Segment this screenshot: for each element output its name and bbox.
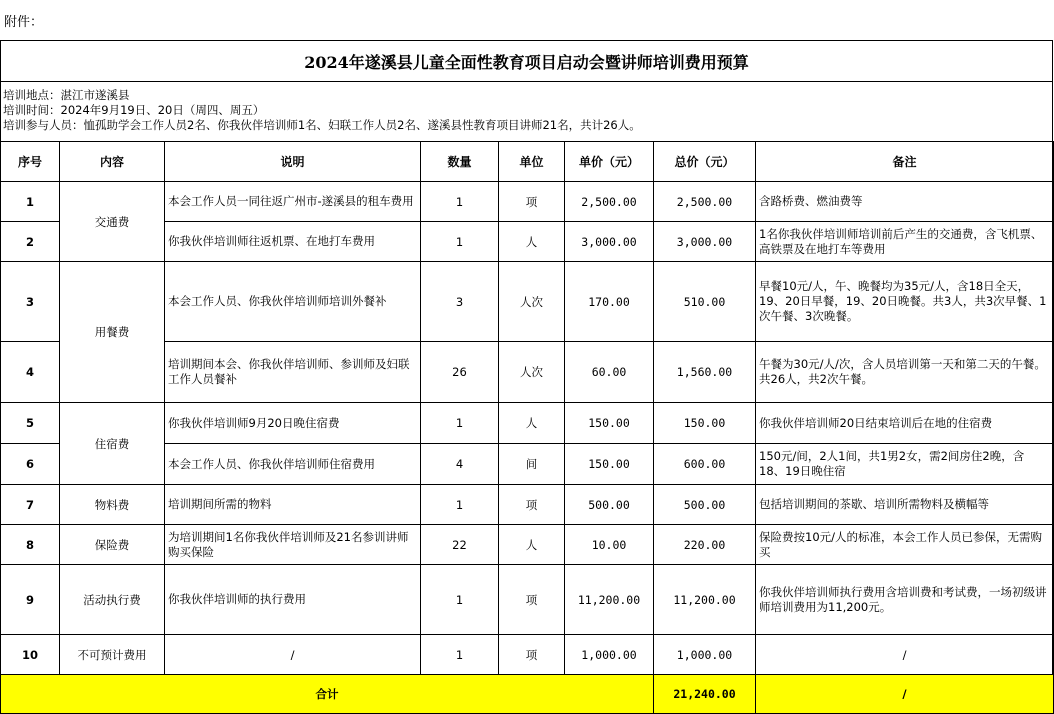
row-total: 600.00 <box>654 444 756 485</box>
row-unit: 项 <box>499 182 565 222</box>
category-meals: 用餐费 <box>60 262 165 403</box>
row-remark: 含路桥费、燃油费等 <box>756 182 1054 222</box>
row-remark: 1名你我伙伴培训师培训前后产生的交通费，含飞机票、高铁票及在地打车等费用 <box>756 222 1054 262</box>
row-remark: / <box>756 635 1054 675</box>
row-total: 150.00 <box>654 403 756 444</box>
header-remark: 备注 <box>756 142 1054 182</box>
row-price: 2,500.00 <box>565 182 654 222</box>
table-row <box>1 525 1054 565</box>
row-price: 11,200.00 <box>565 565 654 635</box>
row-qty: 1 <box>421 403 499 444</box>
document-title: 2024年遂溪县儿童全面性教育项目启动会暨讲师培训费用预算 <box>1 41 1052 82</box>
row-remark: 你我伙伴培训师执行费用含培训费和考试费，一场初级讲师培训费用为11,200元。 <box>756 565 1054 635</box>
total-row <box>1 675 1054 714</box>
table-row <box>1 182 1054 222</box>
header-no: 序号 <box>1 142 60 182</box>
row-qty: 26 <box>421 342 499 403</box>
row-total: 2,500.00 <box>654 182 756 222</box>
category-transport: 交通费 <box>60 182 165 262</box>
row-unit: 人次 <box>499 342 565 403</box>
row-no: 4 <box>1 342 60 403</box>
row-desc: 为培训期间1名你我伙伴培训师及21名参训讲师购买保险 <box>165 525 421 565</box>
row-no: 9 <box>1 565 60 635</box>
row-price: 150.00 <box>565 444 654 485</box>
row-total: 220.00 <box>654 525 756 565</box>
row-price: 150.00 <box>565 403 654 444</box>
row-unit: 人次 <box>499 262 565 342</box>
table-row <box>1 635 1054 675</box>
header-row <box>1 142 1054 182</box>
row-no: 8 <box>1 525 60 565</box>
row-qty: 1 <box>421 635 499 675</box>
row-no: 3 <box>1 262 60 342</box>
row-remark: 午餐为30元/人/次，含人员培训第一天和第二天的午餐。共26人，共2次午餐。 <box>756 342 1054 403</box>
header-content: 内容 <box>60 142 165 182</box>
row-remark: 保险费按10元/人的标准，本会工作人员已参保，无需购买 <box>756 525 1054 565</box>
row-remark: 包括培训期间的茶歇、培训所需物料及横幅等 <box>756 485 1054 525</box>
row-desc: 本会工作人员、你我伙伴培训师住宿费用 <box>165 444 421 485</box>
training-participants: 培训参与人员：恤孤助学会工作人员2名、你我伙伴培训师1名、妇联工作人员2名、遂溪县性教育项目讲师21名，共计26人。 <box>3 118 641 132</box>
row-unit: 项 <box>499 485 565 525</box>
header-total: 总价（元） <box>654 142 756 182</box>
row-desc: 你我伙伴培训师的执行费用 <box>165 565 421 635</box>
row-total: 1,560.00 <box>654 342 756 403</box>
row-no: 7 <box>1 485 60 525</box>
row-desc: 培训期间所需的物料 <box>165 485 421 525</box>
training-info <box>1 82 1052 142</box>
annex-label: 附件： <box>4 15 44 30</box>
row-no: 6 <box>1 444 60 485</box>
row-desc: / <box>165 635 421 675</box>
header-desc: 说明 <box>165 142 421 182</box>
total-label: 合计 <box>1 675 654 714</box>
row-desc: 你我伙伴培训师9月20日晚住宿费 <box>165 403 421 444</box>
row-qty: 3 <box>421 262 499 342</box>
row-unit: 间 <box>499 444 565 485</box>
row-desc: 本会工作人员、你我伙伴培训师培训外餐补 <box>165 262 421 342</box>
table-row <box>1 403 1054 444</box>
row-unit: 项 <box>499 565 565 635</box>
table-row <box>1 565 1054 635</box>
row-qty: 1 <box>421 222 499 262</box>
row-total: 510.00 <box>654 262 756 342</box>
total-amount: 21,240.00 <box>654 675 756 714</box>
header-qty: 数量 <box>421 142 499 182</box>
row-desc: 你我伙伴培训师往返机票、在地打车费用 <box>165 222 421 262</box>
row-remark: 早餐10元/人，午、晚餐均为35元/人，含18日全天，19、20日早餐，19、20日晚餐。共3人，共3次早餐、1次午餐、3次晚餐。 <box>756 262 1054 342</box>
row-no: 5 <box>1 403 60 444</box>
row-qty: 1 <box>421 182 499 222</box>
budget-sheet <box>0 40 1053 713</box>
row-unit: 人 <box>499 222 565 262</box>
row-remark: 150元/间，2人1间，共1男2女，需2间房住2晚，含18、19日晚住宿 <box>756 444 1054 485</box>
header-unit: 单位 <box>499 142 565 182</box>
category-lodging: 住宿费 <box>60 403 165 485</box>
header-price: 单价（元） <box>565 142 654 182</box>
row-no: 10 <box>1 635 60 675</box>
category-insurance: 保险费 <box>60 525 165 565</box>
row-price: 10.00 <box>565 525 654 565</box>
row-total: 3,000.00 <box>654 222 756 262</box>
row-price: 60.00 <box>565 342 654 403</box>
row-total: 11,200.00 <box>654 565 756 635</box>
table-row <box>1 485 1054 525</box>
row-price: 500.00 <box>565 485 654 525</box>
table-row <box>1 262 1054 342</box>
row-price: 3,000.00 <box>565 222 654 262</box>
row-unit: 人 <box>499 525 565 565</box>
row-qty: 1 <box>421 565 499 635</box>
row-desc: 培训期间本会、你我伙伴培训师、参训师及妇联工作人员餐补 <box>165 342 421 403</box>
category-materials: 物料费 <box>60 485 165 525</box>
row-qty: 1 <box>421 485 499 525</box>
category-execution: 活动执行费 <box>60 565 165 635</box>
row-no: 1 <box>1 182 60 222</box>
row-unit: 人 <box>499 403 565 444</box>
total-remark: / <box>756 675 1054 714</box>
row-total: 500.00 <box>654 485 756 525</box>
row-qty: 22 <box>421 525 499 565</box>
row-price: 1,000.00 <box>565 635 654 675</box>
training-time: 培训时间：2024年9月19日、20日（周四、周五） <box>3 103 265 117</box>
budget-table <box>0 141 1054 714</box>
row-desc: 本会工作人员一同往返广州市-遂溪县的租车费用 <box>165 182 421 222</box>
row-remark: 你我伙伴培训师20日结束培训后在地的住宿费 <box>756 403 1054 444</box>
row-qty: 4 <box>421 444 499 485</box>
training-location: 培训地点：湛江市遂溪县 <box>3 88 130 102</box>
row-price: 170.00 <box>565 262 654 342</box>
row-unit: 项 <box>499 635 565 675</box>
row-total: 1,000.00 <box>654 635 756 675</box>
row-no: 2 <box>1 222 60 262</box>
category-contingency: 不可预计费用 <box>60 635 165 675</box>
